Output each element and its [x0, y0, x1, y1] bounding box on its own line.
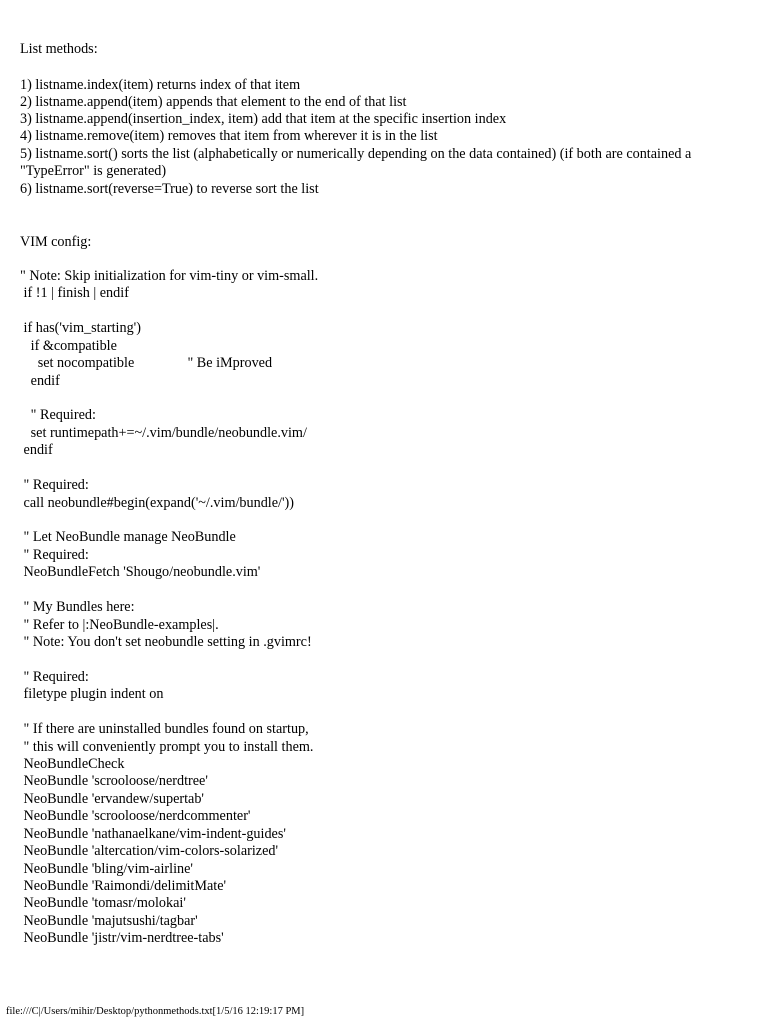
- list-methods-heading: List methods:: [20, 41, 98, 57]
- code-line: " Required:: [20, 547, 89, 563]
- list-item: 5) listname.sort() sorts the list (alphabetically or numerically depending on the data contained) (if both are contained a: [20, 146, 692, 162]
- code-line: " Required:: [20, 407, 96, 423]
- code-line: " this will conveniently prompt you to install them.: [20, 739, 314, 755]
- code-line: NeoBundle 'bling/vim-airline': [20, 861, 193, 877]
- code-line: set nocompatible " Be iMproved: [20, 355, 273, 371]
- code-line: NeoBundle 'majutsushi/tagbar': [20, 913, 198, 929]
- code-line: " My Bundles here:: [20, 599, 135, 615]
- code-line: NeoBundle 'ervandew/supertab': [20, 791, 204, 807]
- code-line: if !1 | finish | endif: [20, 285, 129, 301]
- code-line: NeoBundle 'nathanaelkane/vim-indent-guides': [20, 826, 286, 842]
- code-line: call neobundle#begin(expand('~/.vim/bundle/')): [20, 495, 294, 511]
- code-line: filetype plugin indent on: [20, 686, 164, 702]
- list-item: 2) listname.append(item) appends that element to the end of that list: [20, 94, 407, 110]
- footer-file-path: file:///C|/Users/mihir/Desktop/pythonmethods.txt[1/5/16 12:19:17 PM]: [6, 1006, 305, 1017]
- code-line: NeoBundle 'scrooloose/nerdtree': [20, 773, 208, 789]
- code-line: if &compatible: [20, 338, 117, 354]
- code-line: NeoBundle 'scrooloose/nerdcommenter': [20, 808, 251, 824]
- code-line: endif: [20, 442, 53, 458]
- code-line: " Refer to |:NeoBundle-examples|.: [20, 617, 219, 633]
- code-line: " Required:: [20, 477, 89, 493]
- code-line: NeoBundle 'jistr/vim-nerdtree-tabs': [20, 930, 224, 946]
- code-line: " Note: You don't set neobundle setting in .gvimrc!: [20, 634, 312, 650]
- vim-config-heading: VIM config:: [20, 234, 92, 250]
- code-line: NeoBundle 'Raimondi/delimitMate': [20, 878, 227, 894]
- code-line: endif: [20, 373, 60, 389]
- code-line: if has('vim_starting'): [20, 320, 141, 336]
- code-line: NeoBundle 'tomasr/molokai': [20, 895, 186, 911]
- code-line: NeoBundleFetch 'Shougo/neobundle.vim': [20, 564, 261, 580]
- code-line: set runtimepath+=~/.vim/bundle/neobundle.vim/: [20, 425, 307, 441]
- code-line: " Let NeoBundle manage NeoBundle: [20, 529, 236, 545]
- code-line: NeoBundle 'altercation/vim-colors-solarized': [20, 843, 279, 859]
- list-item: 3) listname.append(insertion_index, item) add that item at the specific insertion index: [20, 111, 507, 127]
- code-line: " If there are uninstalled bundles found on startup,: [20, 721, 309, 737]
- code-line: " Required:: [20, 669, 89, 685]
- code-line: NeoBundleCheck: [20, 756, 125, 772]
- code-line: " Note: Skip initialization for vim-tiny or vim-small.: [20, 268, 319, 284]
- list-item: 4) listname.remove(item) removes that item from wherever it is in the list: [20, 128, 438, 144]
- list-item: "TypeError" is generated): [20, 163, 167, 179]
- list-item: 6) listname.sort(reverse=True) to reverse sort the list: [20, 181, 319, 197]
- list-item: 1) listname.index(item) returns index of that item: [20, 77, 301, 93]
